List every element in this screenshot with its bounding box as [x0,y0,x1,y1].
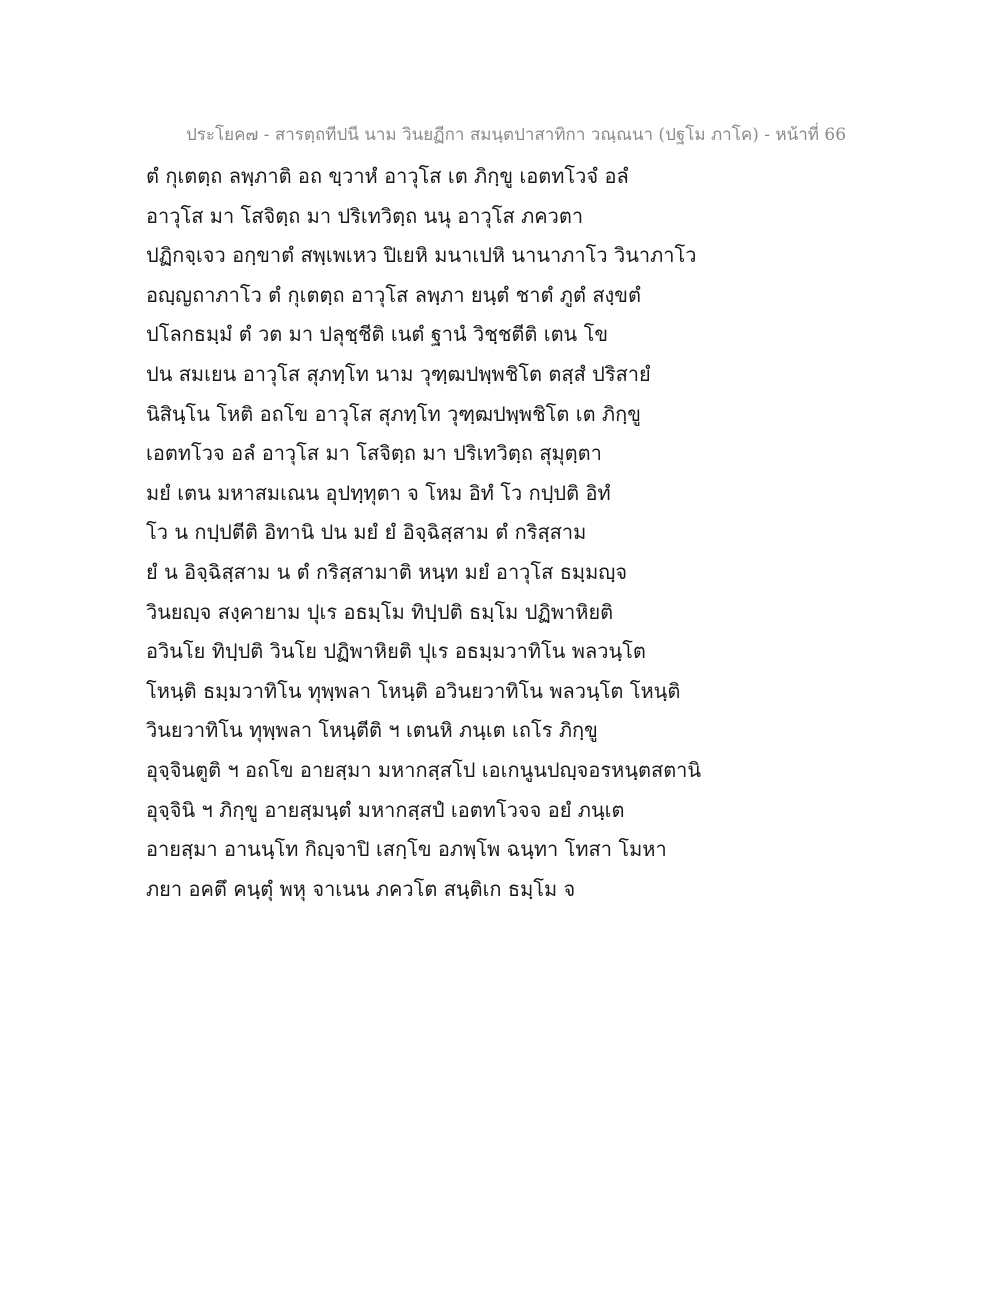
text-line: ปฏิกจฺเจว อกฺขาตํ สพฺเพเหว ปิเยหิ มนาเปหิ นานาภาโว วินาภาโว [146,243,697,268]
text-line: ยํ น อิจฺฉิสฺสาม น ตํ กริสฺสามาติ หนฺท มยํ อาวุโส ธมฺมญฺจ [146,559,628,584]
text-line: ภยา อคตึ คนฺตุํ พหุ จาเนน ภควโต สนฺติเก ธมฺโม จ [146,876,576,901]
text-line: อวินโย ทิปฺปติ วินโย ปฏิพาหิยติ ปุเร อธมฺมวาทิโน พลวนฺโต [146,639,646,664]
text-line: อายสฺมา อานนฺโท กิญฺจาปิ เสกฺโข อภพฺโพ ฉนฺทา โทสา โมหา [146,837,667,862]
text-line: วินยญฺจ สงฺคายาม ปุเร อธมฺโม ทิปฺปติ ธมฺโม ปฏิพาหิยติ [146,599,614,624]
text-line: ตํ กุเตตฺถ ลพฺภาติ อถ ขฺวาหํ อาวุโส เต ภิกฺขู เอตทโวจํ อลํ [146,164,629,188]
text-line: อุจฺจินตูติ ฯ อถโข อายสฺมา มหากสฺสโป เอเกนูนปญฺจอรหนฺตสตานิ [146,757,702,782]
text-line: อาวุโส มา โสจิตฺถ มา ปริเทวิตฺถ นนุ อาวุโส ภควตา [146,203,584,228]
text-line: โว น กปฺปตีติ อิทานิ ปน มยํ ยํ อิจฺฉิสฺสาม ตํ กริสฺสาม [146,520,587,545]
body-text [146,158,866,910]
text-line: นิสินฺโน โหติ อถโข อาวุโส สุภทฺโท วุฑฺฒปพฺพชิโต เต ภิกฺขู [146,401,641,426]
running-header: ประโยค๗ - สารตฺถทีปนี นาม วินยฏีกา สมนฺตปาสาทิกา วณฺณนา (ปฐโม ภาโค) - หน้าที่ 66 [186,125,847,145]
text-line: อญฺญถาภาโว ตํ กุเตตฺถ อาวุโส ลพฺภา ยนฺตํ ชาตํ ภูตํ สงฺขตํ [146,282,641,307]
text-line: ปน สมเยน อาวุโส สุภทฺโท นาม วุฑฺฒปพฺพชิโต ตสฺสํ ปริสายํ [146,361,651,386]
text-line: วินยวาทิโน ทุพฺพลา โหนฺตีติ ฯ เตนหิ ภนฺเต เถโร ภิกฺขู [146,718,598,743]
text-line: อุจฺจินิ ฯ ภิกฺขู อายสฺมนฺตํ มหากสฺสปํ เอตทโวจจ อยํ ภนฺเต [146,797,625,822]
text-line: เอตทโวจ อลํ อาวุโส มา โสจิตฺถ มา ปริเทวิตฺถ สุมุตฺตา [146,441,602,466]
text-line: โหนฺติ ธมฺมวาทิโน ทุพฺพลา โหนฺติ อวินยวาทิโน พลวนฺโต โหนฺติ [146,678,681,703]
text-line: มยํ เตน มหาสมเณน อุปทฺทุตา จ โหม อิทํ โว กปฺปติ อิทํ [146,480,611,505]
text-line: ปโลกธมฺมํ ตํ วต มา ปลุชฺชีติ เนตํ ฐานํ วิชฺชตีติ เตน โข [146,322,609,347]
